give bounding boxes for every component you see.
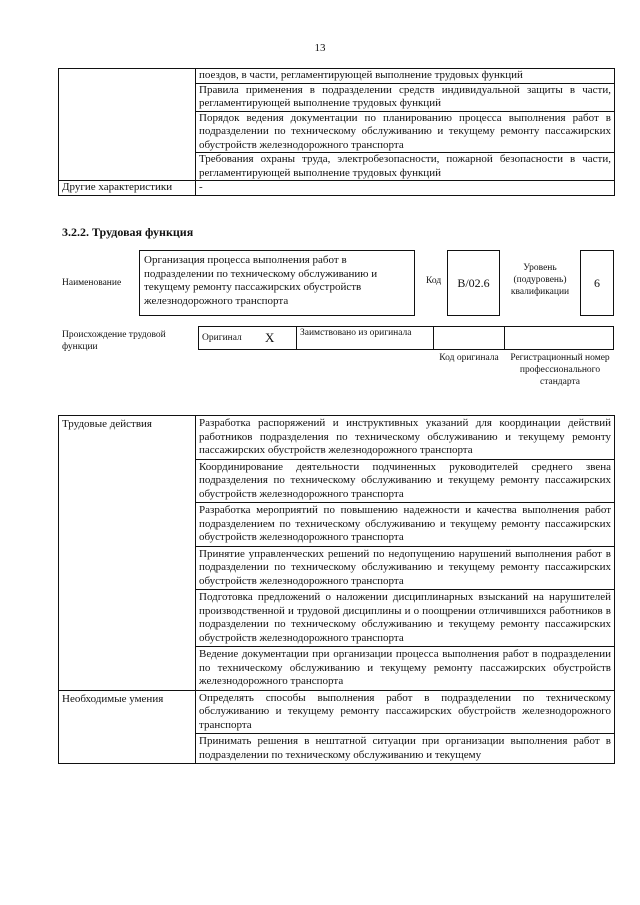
table-cell: поездов, в части, регламентирующей выполнение трудовых функций <box>196 69 615 84</box>
table-cell: Правила применения в подразделении средств индивидуальной защиты в части, регламентирующей выполнение трудовых функций <box>196 83 615 111</box>
code-original-cell <box>433 327 504 349</box>
actions-label: Трудовые действия <box>59 416 196 691</box>
code-label: Код <box>426 276 442 286</box>
page-number: 13 <box>314 42 326 54</box>
table-cell: - <box>196 181 615 196</box>
table-cell: Определять способы выполнения работ в подразделении по техническому обслуживанию и текущему ремонту пассажирских обустройств железнодорожного транспорта <box>196 690 615 734</box>
table-cell: Подготовка предложений о наложении дисциплинарных взысканий на нарушителей производственной и трудовой дисциплины и о поощрении отличившихся работников в подразделении по техническому обслуживанию и текущему ремонту пассажирских обустройств железнодорожного транспорта <box>196 590 615 647</box>
table-cell: Разработка распоряжений и инструктивных указаний для координации действий работников подразделения по техническому обслуживанию и текущему ремонту пассажирских обустройств железнодорожного транспорта <box>196 416 615 460</box>
name-label: Наименование <box>62 278 122 288</box>
section-heading: 3.2.2. Трудовая функция <box>62 225 194 239</box>
original-mark: X <box>265 330 275 345</box>
level-label: Уровень (подуровень) квалификации <box>510 263 570 297</box>
table-cell: Координирование деятельности подчиненных руководителей среднего звена подразделения по техническому обслуживанию и текущему ремонту пассажирских обустройств железнодорожного транспорта <box>196 459 615 503</box>
table-cell: Ведение документации при организации процесса выполнения работ в подразделении по техническому обслуживанию и текущему ремонту пассажирских обустройств железнодорожного транспорта <box>196 647 615 691</box>
table-label-cell <box>59 69 196 181</box>
table-cell: Порядок ведения документации по планированию процесса выполнения работ в подразделении по техническому обслуживанию и текущему ремонту пассажирских обустройств железнодорожного транспорта <box>196 111 615 153</box>
table-label-cell: Другие характеристики <box>59 181 196 196</box>
origin-label: Происхождение трудовой функции <box>62 330 166 352</box>
origin-row <box>198 326 614 350</box>
table-cell: Принятие управленческих решений по недопущению нарушений выполнения работ в подразделении по техническому обслуживанию и текущему ремонту пассажирских обустройств железнодорожного транспорта <box>196 546 615 590</box>
code-original-label: Код оригинала <box>439 353 499 363</box>
table-row <box>59 69 615 84</box>
table-row <box>59 690 615 734</box>
skills-label: Необходимые умения <box>59 690 196 764</box>
function-name-box: Организация процесса выполнения работ в подразделении по техническому обслуживанию и текущему ремонту пассажирских обустройств железнодорожного транспорта <box>139 250 415 316</box>
reg-number-cell <box>504 327 613 349</box>
table-cell: Принимать решения в нештатной ситуации при организации выполнения работ в подразделении по техническому обслуживанию и текущему <box>196 734 615 764</box>
borrowed-cell: Заимствовано из оригинала <box>296 327 433 349</box>
function-table <box>58 415 615 764</box>
level-value-box: 6 <box>580 250 614 316</box>
original-cell <box>199 327 296 349</box>
table-cell: Требования охраны труда, электробезопасности, пожарной безопасности в части, регламентирующей выполнение трудовых функций <box>196 153 615 181</box>
table-row <box>59 181 615 196</box>
knowledge-table <box>58 68 615 196</box>
table-cell: Разработка мероприятий по повышению надежности и качества выполнения работ подразделением по техническому обслуживанию и текущему ремонту пассажирских обустройств железнодорожного транспорта <box>196 503 615 547</box>
reg-number-label: Регистрационный номер профессионального стандарта <box>510 353 610 387</box>
table-row <box>59 416 615 460</box>
code-value-box: B/02.6 <box>447 250 500 316</box>
original-label: Оригинал <box>202 333 242 343</box>
